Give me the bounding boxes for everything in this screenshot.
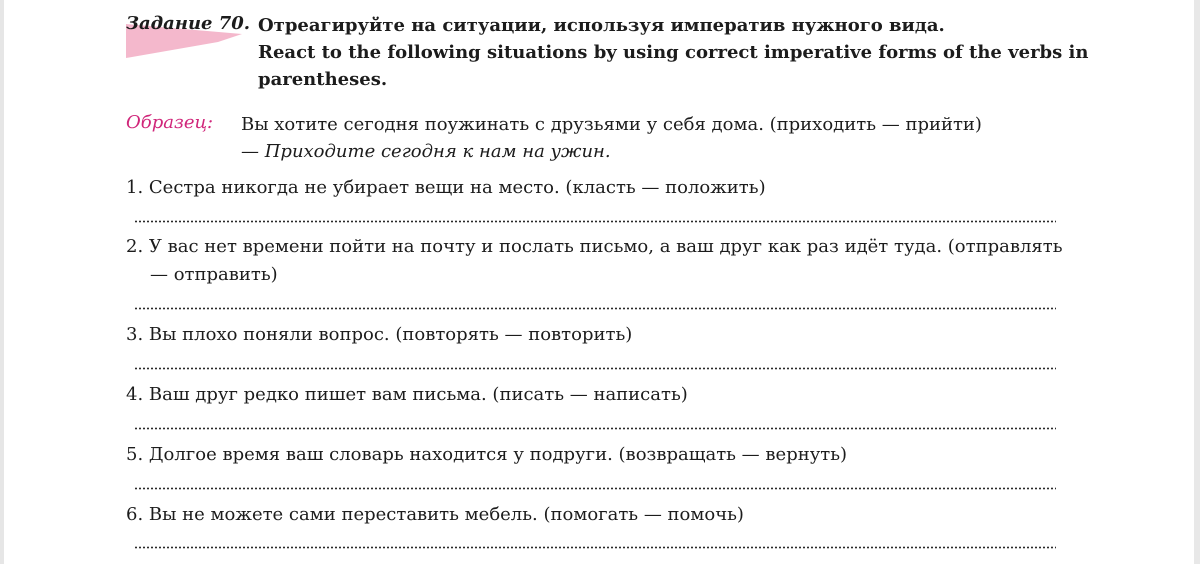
task-title-english-line2: parentheses. bbox=[258, 69, 388, 90]
answer-line-5[interactable] bbox=[134, 487, 1056, 490]
exercise-item-1 bbox=[126, 174, 1086, 202]
exercise-item-text-continued: — отправить) bbox=[150, 264, 278, 285]
sample-situation: Вы хотите сегодня поужинать с друзьями у себя дома. (приходить — прийти) bbox=[241, 114, 982, 135]
exercise-item-5 bbox=[126, 441, 1086, 469]
answer-line-4[interactable] bbox=[134, 427, 1056, 430]
exercise-item-text: 3. Вы плохо поняли вопрос. (повторять — повторить) bbox=[126, 324, 633, 345]
sample-label: Образец: bbox=[126, 112, 214, 133]
exercise-item-3 bbox=[126, 321, 1086, 349]
answer-line-1[interactable] bbox=[134, 220, 1056, 223]
page-edge-right bbox=[1194, 0, 1200, 564]
answer-line-6[interactable] bbox=[134, 546, 1056, 549]
answer-line-2[interactable] bbox=[134, 307, 1056, 310]
page-edge-left bbox=[0, 0, 4, 564]
task-title-english-line1: React to the following situations by using correct imperative forms of the verbs in bbox=[258, 42, 1089, 63]
exercise-item-text: 4. Ваш друг редко пишет вам письма. (писать — написать) bbox=[126, 384, 688, 405]
exercise-item-4 bbox=[126, 381, 1086, 409]
exercise-item-text: 2. У вас нет времени пойти на почту и послать письмо, а ваш друг как раз идёт туда. (отправлять bbox=[126, 236, 1063, 257]
sample-block bbox=[241, 111, 1091, 165]
task-number-label: Задание 70. bbox=[126, 13, 251, 34]
exercise-item-text: 6. Вы не можете сами переставить мебель. (помогать — помочь) bbox=[126, 504, 744, 525]
exercise-item-2 bbox=[126, 233, 1086, 289]
exercise-item-text: 1. Сестра никогда не убирает вещи на место. (класть — положить) bbox=[126, 177, 766, 198]
exercise-item-6 bbox=[126, 501, 1086, 529]
exercise-item-text: 5. Долгое время ваш словарь находится у подруги. (возвращать — вернуть) bbox=[126, 444, 848, 465]
task-instructions bbox=[258, 12, 1098, 93]
task-title-russian: Отреагируйте на ситуации, используя императив нужного вида. bbox=[258, 15, 945, 36]
sample-answer: — Приходите сегодня к нам на ужин. bbox=[241, 141, 611, 162]
answer-line-3[interactable] bbox=[134, 367, 1056, 370]
